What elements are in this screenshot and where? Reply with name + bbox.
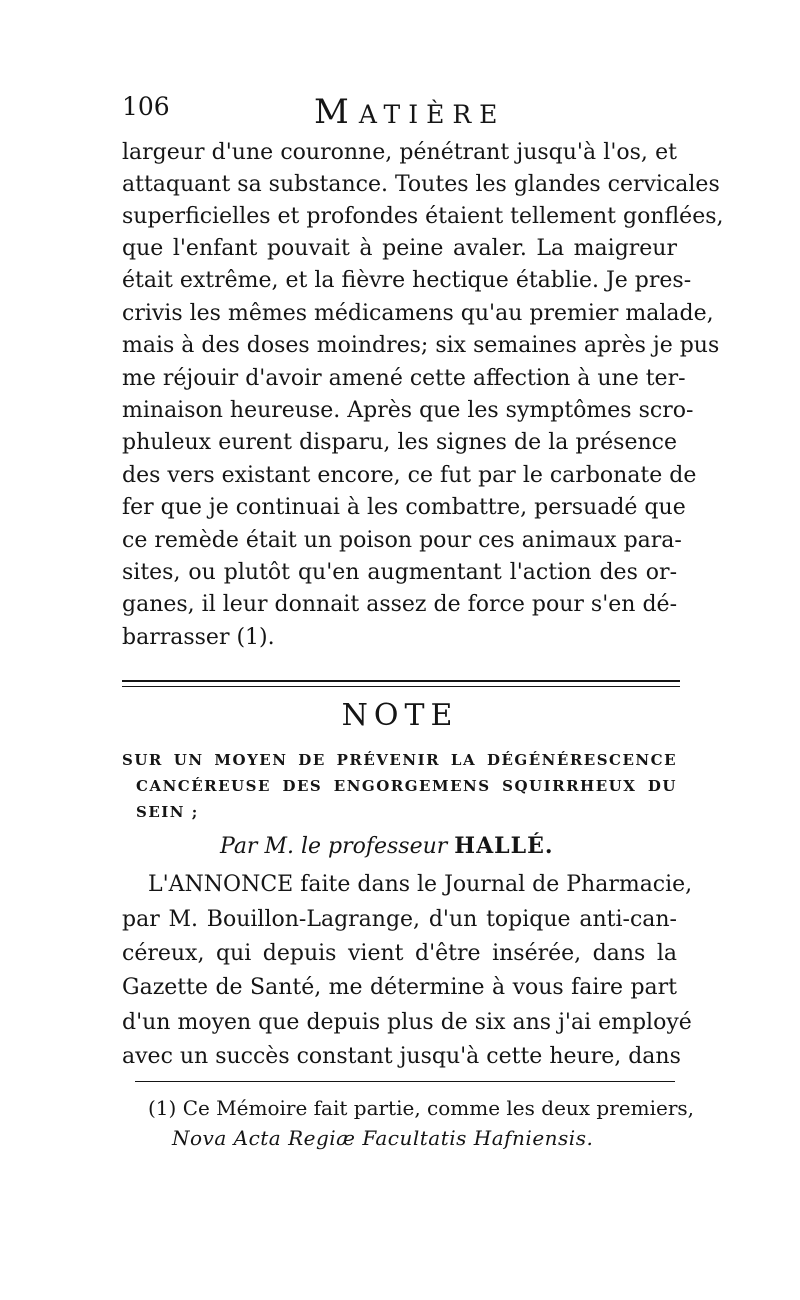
text-line: par M. Bouillon-Lagrange, d'un topique anti-can- — [122, 907, 677, 932]
text-line: était extrême, et la fièvre hectique établie. Je pres- — [122, 268, 692, 293]
running-title — [314, 92, 505, 132]
page-number: 106 — [122, 92, 170, 121]
text-line: céreux, qui depuis vient d'être insérée, dans la — [122, 941, 677, 966]
text-line: me réjouir d'avoir amené cette affection à une ter- — [122, 366, 686, 391]
footnote-line: Nova Acta Regiæ Facultatis Hafniensis. — [172, 1126, 594, 1150]
footnote-line: (1) Ce Mémoire fait partie, comme les deux premiers, — [148, 1096, 694, 1120]
text-line: avec un succès constant jusqu'à cette heure, dans — [122, 1044, 681, 1069]
page-header — [122, 92, 682, 132]
text-line: crivis les mêmes médicamens qu'au premier malade, — [122, 301, 714, 326]
subtitle-line: SEIN ; — [136, 803, 199, 821]
subtitle-line: SUR UN MOYEN DE PRÉVENIR LA DÉGÉNÉRESCENCE — [122, 751, 677, 769]
footnote-rule — [135, 1081, 675, 1082]
text-line: attaquant sa substance. Toutes les glandes cervicales — [122, 172, 720, 197]
text-line: sites, ou plutôt qu'en augmentant l'action des or- — [122, 560, 677, 585]
text-line: des vers existant encore, ce fut par le carbonate de — [122, 463, 697, 488]
text-line: minaison heureuse. Après que les symptômes scro- — [122, 398, 694, 423]
text-line: L'ANNONCE faite dans le Journal de Pharmacie, — [148, 872, 693, 897]
text-line: que l'enfant pouvait à peine avaler. La maigreur — [122, 236, 677, 261]
author-name: HALLÉ. — [454, 833, 554, 859]
text-line: largeur d'une couronne, pénétrant jusqu'à l'os, et — [122, 140, 677, 165]
text-line: fer que je continuai à les combattre, persuadé que — [122, 495, 686, 520]
section-divider — [122, 680, 680, 682]
subtitle-line: CANCÉREUSE DES ENGORGEMENS SQUIRRHEUX DU — [136, 777, 677, 795]
text-line: phuleux eurent disparu, les signes de la présence — [122, 430, 677, 455]
text-line: ce remède était un poison pour ces animaux para- — [122, 528, 682, 553]
text-line: barrasser (1). — [122, 625, 275, 650]
text-line: superficielles et profondes étaient tellement gonflées, — [122, 204, 724, 229]
running-title-initial: M — [314, 92, 359, 132]
author-byline — [220, 833, 554, 859]
text-line: Gazette de Santé, me détermine à vous faire part — [122, 975, 677, 1000]
note-title: NOTE — [341, 698, 459, 733]
running-title-rest: ATIÈRE — [358, 100, 506, 129]
section-divider — [122, 686, 680, 687]
text-line: d'un moyen que depuis plus de six ans j'ai employé — [122, 1010, 692, 1035]
text-line: mais à des doses moindres; six semaines après je pus — [122, 333, 720, 358]
text-line: ganes, il leur donnait assez de force pour s'en dé- — [122, 592, 677, 617]
byline-prefix: Par M. le professeur — [220, 834, 448, 859]
